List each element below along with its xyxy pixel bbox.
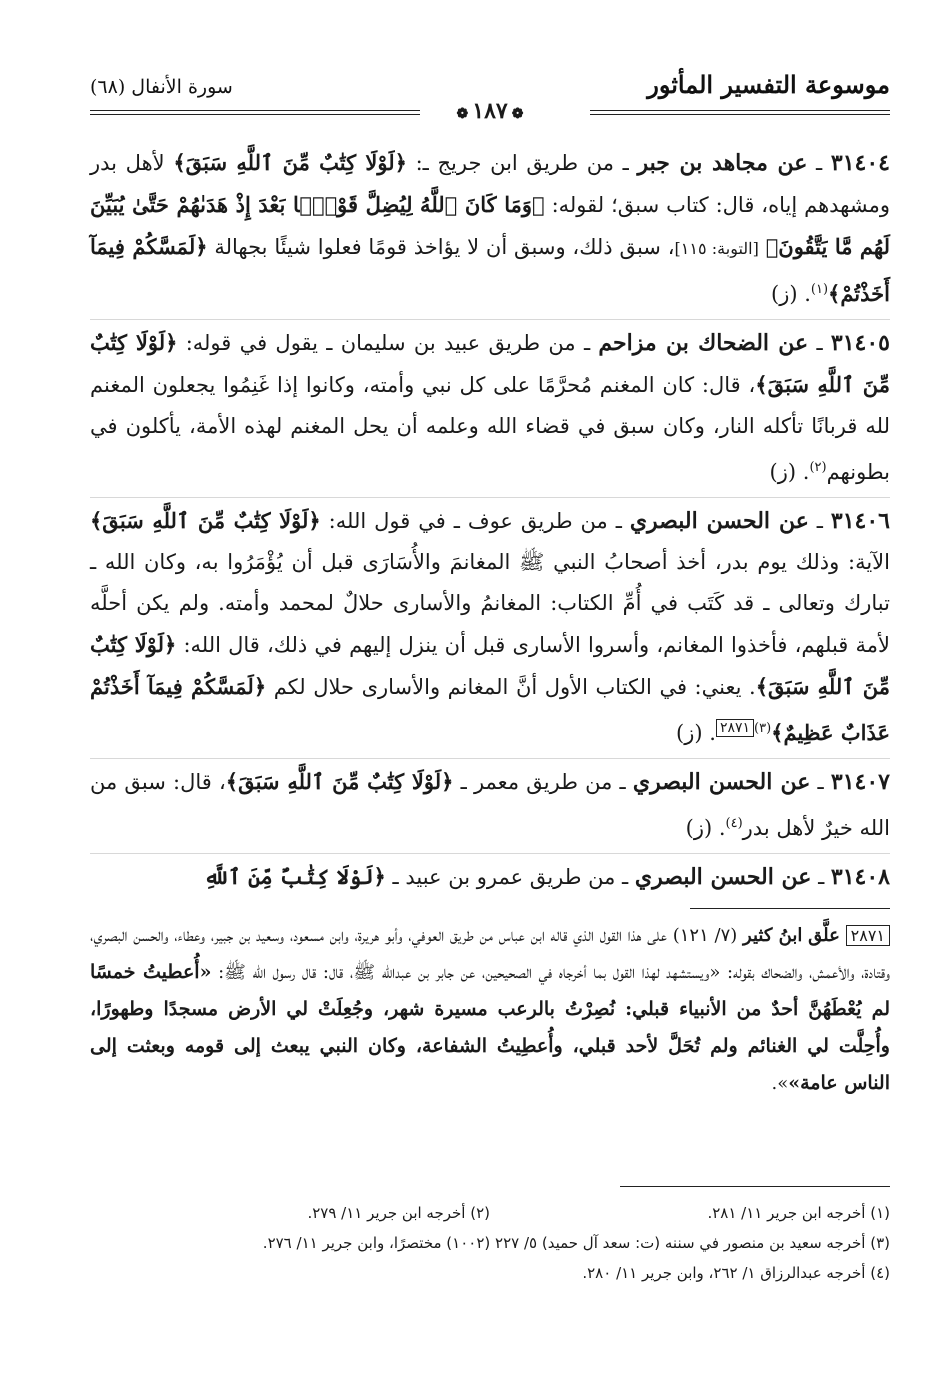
footnote-separator bbox=[620, 1186, 890, 1187]
dash: ـ bbox=[810, 770, 824, 794]
chain: ـ من طريق ابن جريج ـ: bbox=[415, 151, 629, 175]
chain: ـ من طريق عمرو بن عبيد ـ bbox=[392, 865, 629, 889]
commentary-end: ». bbox=[771, 1073, 789, 1094]
entry-31404 bbox=[90, 142, 890, 315]
ornament-icon: ❁ bbox=[511, 106, 524, 122]
entry-text: لأهل بدر ومشهدهم إياه، قال: كتاب سبق؛ لقوله: bbox=[90, 151, 890, 217]
entry-31406 bbox=[90, 497, 890, 754]
quran-verse: ﴿وَمَا كَانَ ٱللَّهُ لِيُضِلَّ قَوْمًۢا بَعْدَ إِذْ هَدَىٰهُمْ حَتَّىٰ يُبَيِّنَ لَهُم مَّا يَتَّقُونَ﴾ bbox=[90, 192, 890, 259]
commentary-block bbox=[90, 918, 890, 1102]
entry-text: ، سبق ذلك، وسبق أن لا يؤاخذ قومًا فعلوا شيئًا بجهالة bbox=[214, 235, 675, 259]
narrator: عن الضحاك بن مزاحم bbox=[598, 330, 809, 356]
quran-verse: ﴿لَوْلَا كِتَٰبٌ مِّنَ ٱللَّهِ سَبَقَ﴾ bbox=[173, 150, 407, 175]
commentary-text: على هذا القول الذي قاله ابن عباس من طريق العوفي، وأبو هريرة، وابن مسعود، وسعيد بن جبير، وعطاء، والحسن البصري، وقتادة، والأعمش، والضحاك بقوله: «ويستشهد لهذا القول بما أخرجاه في الصحيحين، عن جابر بن عبدالله ﷺ، قال: قال رسول الله ﷺ: bbox=[90, 925, 890, 983]
header-rule bbox=[590, 114, 890, 115]
entry-number: ٣١٤٠٦ bbox=[830, 508, 890, 534]
footnote-marker[interactable]: (١) bbox=[810, 282, 829, 297]
dash: ـ bbox=[807, 151, 823, 175]
scholar-name: ابنُ كثير bbox=[743, 925, 803, 946]
entry-text: الآية: وذلك يوم بدر، أخذ أصحابُ النبي ﷺ المغانمَ والأُسَارَى قبل أن يُؤْمَرُوا به، وكان الله ـ تبارك وتعالى ـ قد كَتَب في أُمِّ الكتاب: المغانمُ والأسارى حلالٌ لمحمد وأمته. ولم يكن أحلَّه لأمة قبلهم، فأخذوا المغانم، وأسروا الأسارى قبل أن ينزل إليهم في ذلك، قال الله: bbox=[90, 550, 890, 657]
quran-verse: ﴿لَوْلَا كِتَٰبٌ مِّنَ ٱللَّهِ سَبَقَ﴾ bbox=[90, 508, 321, 533]
chain: ـ من طريق عبيد بن سليمان ـ يقول في قوله: bbox=[185, 331, 591, 355]
narrator: عن مجاهد بن جبر bbox=[637, 150, 808, 176]
page-number bbox=[435, 98, 545, 124]
footnote-2: (٢) أخرجه ابن جرير ١١/ ٢٧٩. bbox=[307, 1204, 490, 1222]
entry-number: ٣١٤٠٧ bbox=[830, 769, 890, 795]
entry-end: . (ز) bbox=[685, 816, 726, 840]
narrator: عن الحسن البصري bbox=[629, 508, 809, 534]
entry-31408 bbox=[90, 853, 890, 898]
narrator: عن الحسن البصري bbox=[634, 864, 812, 890]
dash: ـ bbox=[811, 865, 825, 889]
header-rule bbox=[590, 110, 890, 111]
surah-label: سورة الأنفال (٦٨) bbox=[90, 76, 233, 98]
book-title: موسوعة التفسير المأثور bbox=[647, 70, 890, 99]
quran-verse: ﴿لَوْلَا كِتَٰبٌ مِّنَ ٱللَّهِ bbox=[203, 864, 386, 889]
footnote-3: (٣) أخرجه سعيد بن منصور في سننه (ت: سعد آل حميد) ٥/ ٢٢٧ (١٠٠٢) مختصرًا، وابن جرير ١١/ ٢٧٦. bbox=[262, 1234, 890, 1252]
quran-verse: ﴿لَوْلَا كِتَٰبٌ مِّنَ ٱللَّهِ سَبَقَ﴾ bbox=[225, 769, 454, 794]
running-header bbox=[90, 70, 890, 124]
entry-end: . (ز) bbox=[771, 282, 811, 306]
footnotes bbox=[90, 1198, 890, 1288]
entry-31407 bbox=[90, 758, 890, 849]
footnote-1: (١) أخرجه ابن جرير ١١/ ٢٨١. bbox=[707, 1204, 890, 1222]
dash: ـ bbox=[808, 331, 823, 355]
ornament-icon: ❁ bbox=[456, 106, 469, 122]
entry-31405 bbox=[90, 319, 890, 493]
entry-number: ٣١٤٠٨ bbox=[830, 864, 890, 890]
commentary-lead: علَّق bbox=[808, 925, 840, 946]
footnote-row bbox=[90, 1198, 890, 1228]
entry-text: . يعني: في الكتاب الأول أنَّ المغانم والأسارى حلال لكم bbox=[273, 675, 756, 699]
quran-verse: ﴿لَوْلَا كِتَٰبٌ مِّنَ ٱللَّهِ سَبَقَ﴾ bbox=[90, 632, 890, 699]
entry-text: ، قال: سبق من الله خيرٌ لأهل بدر bbox=[90, 770, 890, 840]
entry-number: ٣١٤٠٥ bbox=[830, 330, 890, 356]
hadith-text: «أُعطيتُ خمسًا لم يُعْطَهُنَّ أحدٌ من الأنبياء قبلي: نُصِرْتُ بالرعب مسيرة شهر، وجُعِلَتْ لي الأرض مسجدًا وطهورًا، وأُحِلَّت لي الغنائم ولم تُحَلَّ لأحد قبلي، وأُعطِيتُ الشفاعة، وكان النبي يبعث إلى قومه وبعثت إلى الناس عامة» bbox=[90, 961, 890, 1094]
footnote-marker[interactable]: (٢) bbox=[809, 460, 827, 475]
chain: ـ من طريق عوف ـ في قول الله: bbox=[328, 509, 622, 533]
quran-verse: ﴿لَمَسَّكُمْ فِيمَآ أَخَذْتُمْ﴾ bbox=[90, 234, 890, 306]
header-rule bbox=[90, 110, 420, 111]
entry-number: ٣١٤٠٤ bbox=[830, 150, 890, 176]
dash: ـ bbox=[808, 509, 823, 533]
commentary-separator bbox=[690, 908, 890, 909]
footnote-marker[interactable]: (٣) bbox=[754, 721, 772, 736]
verse-reference: [التوبة: ١١٥] bbox=[674, 239, 759, 258]
commentary-number: ٢٨٧١ bbox=[846, 925, 890, 946]
narrator: عن الحسن البصري bbox=[632, 769, 811, 795]
chain: ـ من طريق معمر ـ bbox=[460, 770, 626, 794]
quran-verse: ﴿لَمَسَّكُمْ فِيمَآ أَخَذْتُمْ عَذَابٌ عَظِيمٌ﴾ bbox=[90, 674, 890, 745]
citation: (٧/ ١٢١) bbox=[672, 925, 738, 946]
commentary-marker[interactable]: ٢٨٧١ bbox=[716, 719, 754, 737]
quran-verse: ﴿لَوْلَا كِتَٰبٌ مِّنَ ٱللَّهِ سَبَقَ﴾ bbox=[90, 330, 890, 397]
entry-end: . (ز) bbox=[769, 460, 810, 484]
page-number-text: ١٨٧ bbox=[472, 98, 508, 124]
footnote-marker[interactable]: (٤) bbox=[725, 816, 743, 831]
entry-text: ، قال: كان المغنم مُحرَّمًا على كل نبي وأمته، وكانوا إذا غَنِمُوا يجعلون المغنم لله قربانًا تأكله النار، وكان سبق في قضاء الله وعلمه أن يحل المغنم لهذه الأمة، يأكلون في بطونهم bbox=[90, 373, 890, 484]
entry-end: . (ز) bbox=[676, 721, 716, 745]
footnote-4: (٤) أخرجه عبدالرزاق ١/ ٢٦٢، وابن جرير ١١/ ٢٨٠. bbox=[582, 1264, 890, 1282]
header-rule bbox=[90, 114, 420, 115]
page bbox=[90, 60, 890, 1360]
main-text bbox=[90, 142, 890, 902]
